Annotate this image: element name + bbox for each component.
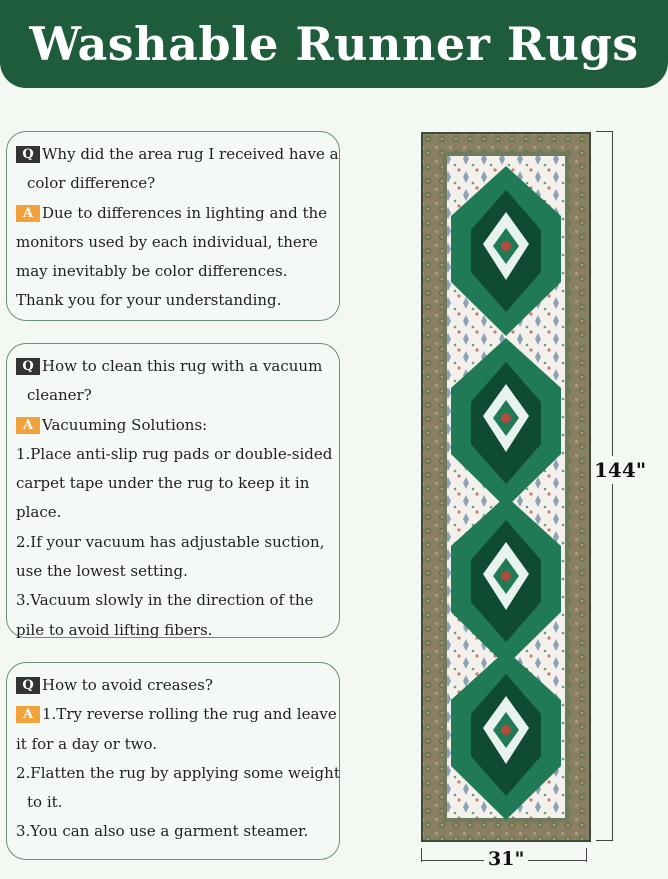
width-dimension-cap [421, 848, 422, 862]
answer-text: place. [16, 503, 62, 522]
answer-text: it for a day or two. [16, 734, 157, 753]
question-text: cleaner? [27, 386, 92, 405]
answer-badge: A [16, 417, 40, 434]
question-badge: Q [16, 677, 40, 694]
qa-card-vacuum-cleaning [6, 343, 340, 638]
length-dimension-line [612, 131, 613, 841]
question-text: How to avoid creases? [42, 676, 213, 694]
runner-rug-image [421, 132, 591, 842]
answer-text: 2.Flatten the rug by applying some weight [16, 763, 340, 782]
width-dimension-cap [586, 848, 587, 862]
answer-text: 3.You can also use a garment steamer. [16, 822, 309, 841]
answer-text: Due to differences in lighting and the [42, 203, 328, 222]
question-text: Why did the area rug I received have a [42, 145, 339, 163]
answer-badge: A [16, 706, 40, 723]
length-dimension-cap [596, 131, 613, 132]
length-label: 144" [594, 458, 647, 482]
answer-text: to it. [27, 793, 63, 812]
answer-badge: A [16, 205, 40, 222]
answer-text: 1.Place anti-slip rug pads or double-sided [16, 444, 333, 463]
answer-text: carpet tape under the rug to keep it in [16, 474, 310, 493]
length-dimension-cap [596, 840, 613, 841]
answer-text: Thank you for your understanding. [16, 291, 282, 310]
width-label: 31" [484, 848, 528, 870]
answer-text: use the lowest setting. [16, 562, 188, 581]
question-text: How to clean this rug with a vacuum [42, 357, 323, 375]
answer-text: Vacuuming Solutions: [42, 415, 208, 434]
answer-text: 1.Try reverse rolling the rug and leave [42, 705, 337, 724]
page-title: Washable Runner Rugs [29, 17, 639, 71]
answer-text: monitors used by each individual, there [16, 232, 318, 251]
answer-text: pile to avoid lifting fibers. [16, 620, 213, 639]
question-badge: Q [16, 358, 40, 375]
qa-card-color-difference [6, 131, 340, 321]
qa-card-avoid-creases [6, 662, 340, 860]
question-badge: Q [16, 146, 40, 163]
question-text: color difference? [27, 174, 156, 193]
header-banner [0, 0, 668, 88]
answer-text: 3.Vacuum slowly in the direction of the [16, 591, 314, 610]
answer-text: may inevitably be color differences. [16, 262, 288, 281]
answer-text: 2.If your vacuum has adjustable suction, [16, 532, 325, 551]
